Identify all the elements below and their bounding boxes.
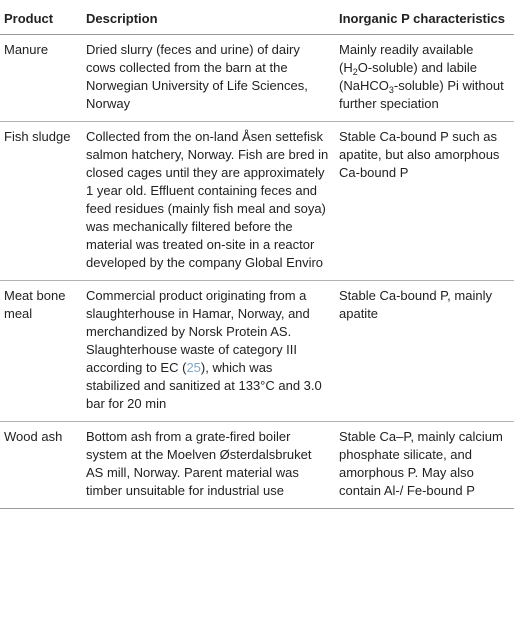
- p-characteristics-cell: Stable Ca-bound P such as apatite, but also amorphous Ca-bound P: [333, 122, 514, 281]
- p-characteristics-cell: Stable Ca-bound P, mainly apatite: [333, 281, 514, 422]
- description-cell: [80, 281, 333, 422]
- subscript: 3: [388, 85, 394, 95]
- p-text: Mainly readily available (H: [339, 42, 474, 75]
- product-cell: Fish sludge: [0, 122, 80, 281]
- product-cell: Meat bone meal: [0, 281, 80, 422]
- header-description: Description: [80, 0, 333, 35]
- p-text: O-soluble) and labile (NaHCO: [339, 60, 477, 93]
- subscript: 2: [352, 67, 358, 77]
- header-row: [0, 0, 514, 35]
- description-text: ), which was stabilized and sanitized at 133°C and 3.0 bar for 20 min: [86, 360, 322, 411]
- description-cell: Dried slurry (feces and urine) of dairy cows collected from the barn at the Norwegian University of Life Sciences, Norway: [80, 35, 333, 122]
- table-row: [0, 35, 514, 122]
- p-characteristics-cell: [333, 35, 514, 122]
- description-cell: Bottom ash from a grate-fired boiler system at the Moelven Østerdalsbruket AS mill, Norway. Parent material was timber unsuitable for industrial use: [80, 422, 333, 509]
- table-row: [0, 422, 514, 509]
- table-row: [0, 281, 514, 422]
- table-row: [0, 122, 514, 281]
- description-text: Commercial product originating from a slaughterhouse in Hamar, Norway, and merchandized by Norsk Protein AS. Slaughterhouse waste of category III according to EC (: [86, 288, 310, 375]
- product-cell: Wood ash: [0, 422, 80, 509]
- product-cell: Manure: [0, 35, 80, 122]
- header-inorganic-p: Inorganic P characteristics: [333, 0, 514, 35]
- description-cell: Collected from the on-land Åsen settefisk salmon hatchery, Norway. Fish are bred in closed cages until they are approximately 1 year old. Effluent containing feces and feed residues (mainly fish meal and soya) was mechanically filtered before the material was treated on-site in a reactor developed by the company Global Enviro: [80, 122, 333, 281]
- header-product: Product: [0, 0, 80, 35]
- p-text: -soluble) Pi without further speciation: [339, 78, 504, 111]
- p-characteristics-cell: Stable Ca–P, mainly calcium phosphate silicate, and amorphous P. May also contain Al-/ Fe-bound P: [333, 422, 514, 509]
- reference-link[interactable]: 25: [186, 360, 201, 375]
